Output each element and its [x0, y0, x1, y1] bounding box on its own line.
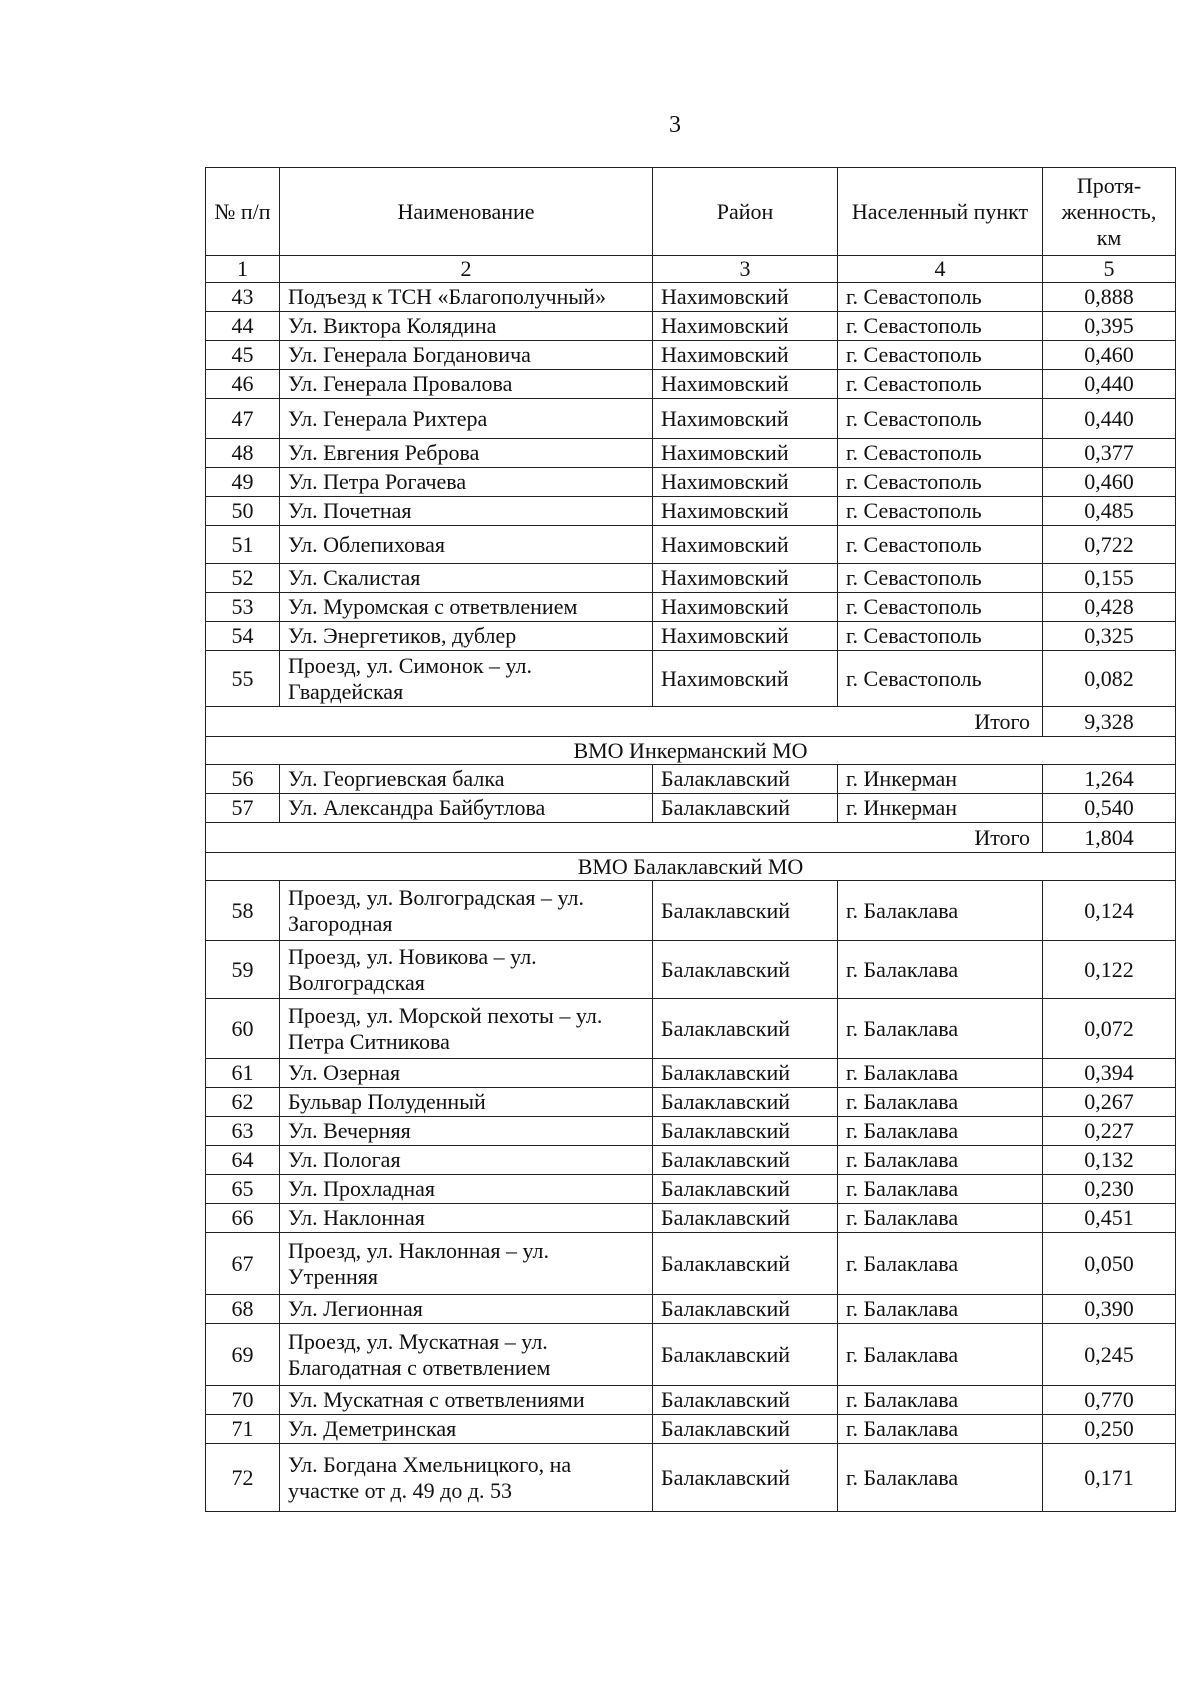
- row-locality: г. Балаклава: [838, 999, 1043, 1059]
- row-name: Ул. Пологая: [280, 1146, 653, 1175]
- row-name: Ул. Богдана Хмельницкого, на участке от д. 49 до д. 53: [280, 1444, 653, 1512]
- row-name: Ул. Энергетиков, дублер: [280, 622, 653, 651]
- row-length: 0,888: [1043, 283, 1176, 312]
- table-row: [206, 497, 1176, 526]
- total-row: [206, 707, 1176, 737]
- table-row: [206, 1233, 1176, 1295]
- row-district: Балаклавский: [653, 1295, 838, 1324]
- row-district: Нахимовский: [653, 370, 838, 399]
- row-locality: г. Балаклава: [838, 1233, 1043, 1295]
- row-length: 0,267: [1043, 1088, 1176, 1117]
- row-district: Балаклавский: [653, 1175, 838, 1204]
- row-number: 50: [206, 497, 280, 526]
- table-row: [206, 881, 1176, 941]
- table-row: [206, 1059, 1176, 1088]
- row-number: 71: [206, 1415, 280, 1444]
- row-length: 0,540: [1043, 794, 1176, 823]
- table-row: [206, 1324, 1176, 1386]
- table-row: [206, 941, 1176, 999]
- row-name: Ул. Генерала Рихтера: [280, 399, 653, 439]
- row-length: 0,390: [1043, 1295, 1176, 1324]
- table-row: [206, 439, 1176, 468]
- row-length: 0,171: [1043, 1444, 1176, 1512]
- row-district: Балаклавский: [653, 1233, 838, 1295]
- row-length: 0,377: [1043, 439, 1176, 468]
- row-district: Нахимовский: [653, 399, 838, 439]
- row-number: 45: [206, 341, 280, 370]
- row-name: Ул. Петра Рогачева: [280, 468, 653, 497]
- row-district: Балаклавский: [653, 1444, 838, 1512]
- table-row: [206, 341, 1176, 370]
- table-row: [206, 1295, 1176, 1324]
- table-row: [206, 1146, 1176, 1175]
- row-name: Ул. Мускатная с ответвлениями: [280, 1386, 653, 1415]
- row-number: 63: [206, 1117, 280, 1146]
- row-locality: г. Севастополь: [838, 399, 1043, 439]
- row-length: 1,264: [1043, 765, 1176, 794]
- row-locality: г. Балаклава: [838, 1204, 1043, 1233]
- row-length: 0,072: [1043, 999, 1176, 1059]
- table-row: [206, 1175, 1176, 1204]
- row-locality: г. Балаклава: [838, 1444, 1043, 1512]
- row-number: 46: [206, 370, 280, 399]
- section-row: [206, 737, 1176, 765]
- row-name: Проезд, ул. Новикова – ул. Волгоградская: [280, 941, 653, 999]
- row-name: Подъезд к ТСН «Благополучный»: [280, 283, 653, 312]
- row-locality: г. Балаклава: [838, 1386, 1043, 1415]
- row-length: 0,440: [1043, 370, 1176, 399]
- row-number: 68: [206, 1295, 280, 1324]
- row-locality: г. Инкерман: [838, 765, 1043, 794]
- row-district: Балаклавский: [653, 1059, 838, 1088]
- row-locality: г. Севастополь: [838, 439, 1043, 468]
- row-number: 56: [206, 765, 280, 794]
- table-row: [206, 312, 1176, 341]
- row-length: 0,082: [1043, 651, 1176, 707]
- roads-table: [205, 167, 1176, 1512]
- row-length: 0,722: [1043, 526, 1176, 564]
- row-locality: г. Балаклава: [838, 1415, 1043, 1444]
- row-number: 53: [206, 593, 280, 622]
- row-locality: г. Севастополь: [838, 593, 1043, 622]
- row-number: 57: [206, 794, 280, 823]
- column-index: 2: [280, 256, 653, 283]
- total-value: 9,328: [1043, 707, 1176, 737]
- section-title: ВМО Балаклавский МО: [206, 853, 1176, 881]
- row-number: 62: [206, 1088, 280, 1117]
- row-district: Балаклавский: [653, 1386, 838, 1415]
- row-name: Ул. Озерная: [280, 1059, 653, 1088]
- row-locality: г. Балаклава: [838, 1146, 1043, 1175]
- row-number: 66: [206, 1204, 280, 1233]
- row-number: 67: [206, 1233, 280, 1295]
- row-number: 43: [206, 283, 280, 312]
- row-number: 52: [206, 564, 280, 593]
- row-locality: г. Балаклава: [838, 881, 1043, 941]
- row-locality: г. Севастополь: [838, 564, 1043, 593]
- row-locality: г. Балаклава: [838, 1295, 1043, 1324]
- row-number: 54: [206, 622, 280, 651]
- row-district: Нахимовский: [653, 283, 838, 312]
- row-length: 0,428: [1043, 593, 1176, 622]
- table-row: [206, 370, 1176, 399]
- total-label: Итого: [206, 823, 1043, 853]
- row-locality: г. Балаклава: [838, 1324, 1043, 1386]
- row-locality: г. Балаклава: [838, 1175, 1043, 1204]
- row-length: 0,460: [1043, 468, 1176, 497]
- row-number: 47: [206, 399, 280, 439]
- row-number: 55: [206, 651, 280, 707]
- row-district: Балаклавский: [653, 1117, 838, 1146]
- row-district: Балаклавский: [653, 1204, 838, 1233]
- table-row: [206, 651, 1176, 707]
- row-name: Ул. Легионная: [280, 1295, 653, 1324]
- row-length: 0,245: [1043, 1324, 1176, 1386]
- table-row: [206, 1088, 1176, 1117]
- row-name: Ул. Евгения Реброва: [280, 439, 653, 468]
- row-name: Проезд, ул. Волгоградская – ул. Загородная: [280, 881, 653, 941]
- row-district: Нахимовский: [653, 651, 838, 707]
- row-number: 65: [206, 1175, 280, 1204]
- row-locality: г. Севастополь: [838, 622, 1043, 651]
- row-number: 72: [206, 1444, 280, 1512]
- row-length: 0,460: [1043, 341, 1176, 370]
- row-length: 0,394: [1043, 1059, 1176, 1088]
- row-number: 51: [206, 526, 280, 564]
- row-number: 49: [206, 468, 280, 497]
- table-row: [206, 1117, 1176, 1146]
- row-length: 0,250: [1043, 1415, 1176, 1444]
- row-locality: г. Севастополь: [838, 526, 1043, 564]
- row-name: Ул. Александра Байбутлова: [280, 794, 653, 823]
- row-length: 0,230: [1043, 1175, 1176, 1204]
- row-length: 0,325: [1043, 622, 1176, 651]
- row-name: Ул. Скалистая: [280, 564, 653, 593]
- row-number: 64: [206, 1146, 280, 1175]
- row-district: Балаклавский: [653, 881, 838, 941]
- row-district: Нахимовский: [653, 526, 838, 564]
- row-district: Балаклавский: [653, 1146, 838, 1175]
- row-number: 59: [206, 941, 280, 999]
- row-name: Ул. Вечерняя: [280, 1117, 653, 1146]
- header-row: [206, 168, 1176, 256]
- row-district: Балаклавский: [653, 941, 838, 999]
- row-locality: г. Севастополь: [838, 651, 1043, 707]
- row-name: Бульвар Полуденный: [280, 1088, 653, 1117]
- section-title: ВМО Инкерманский МО: [206, 737, 1176, 765]
- row-length: 0,155: [1043, 564, 1176, 593]
- row-name: Ул. Георгиевская балка: [280, 765, 653, 794]
- row-name: Ул. Облепиховая: [280, 526, 653, 564]
- row-district: Балаклавский: [653, 794, 838, 823]
- table-row: [206, 526, 1176, 564]
- column-index: 4: [838, 256, 1043, 283]
- table-body: [206, 283, 1176, 1512]
- row-locality: г. Балаклава: [838, 1117, 1043, 1146]
- row-district: Нахимовский: [653, 439, 838, 468]
- row-name: Проезд, ул. Наклонная – ул. Утренняя: [280, 1233, 653, 1295]
- row-name: Ул. Генерала Провалова: [280, 370, 653, 399]
- table-row: [206, 1386, 1176, 1415]
- page-number: 3: [669, 112, 681, 138]
- table-row: [206, 794, 1176, 823]
- row-locality: г. Балаклава: [838, 1088, 1043, 1117]
- row-name: Ул. Виктора Колядина: [280, 312, 653, 341]
- header-name: Наименование: [280, 168, 653, 256]
- row-name: Ул. Наклонная: [280, 1204, 653, 1233]
- row-number: 70: [206, 1386, 280, 1415]
- table-row: [206, 399, 1176, 439]
- row-number: 69: [206, 1324, 280, 1386]
- row-district: Балаклавский: [653, 765, 838, 794]
- row-name: Проезд, ул. Морской пехоты – ул. Петра Ситникова: [280, 999, 653, 1059]
- row-locality: г. Севастополь: [838, 312, 1043, 341]
- row-name: Ул. Почетная: [280, 497, 653, 526]
- row-district: Балаклавский: [653, 1415, 838, 1444]
- row-district: Нахимовский: [653, 564, 838, 593]
- row-length: 0,440: [1043, 399, 1176, 439]
- column-index-row: [206, 256, 1176, 283]
- row-length: 0,395: [1043, 312, 1176, 341]
- row-name: Проезд, ул. Симонок – ул. Гвардейская: [280, 651, 653, 707]
- total-value: 1,804: [1043, 823, 1176, 853]
- table-row: [206, 622, 1176, 651]
- header-district: Район: [653, 168, 838, 256]
- row-number: 48: [206, 439, 280, 468]
- row-number: 58: [206, 881, 280, 941]
- row-district: Балаклавский: [653, 1088, 838, 1117]
- row-number: 44: [206, 312, 280, 341]
- header-locality: Населенный пункт: [838, 168, 1043, 256]
- table-row: [206, 468, 1176, 497]
- column-index: 5: [1043, 256, 1176, 283]
- row-locality: г. Севастополь: [838, 370, 1043, 399]
- header-length: Протя-женность, км: [1043, 168, 1176, 256]
- row-locality: г. Севастополь: [838, 468, 1043, 497]
- total-label: Итого: [206, 707, 1043, 737]
- table-row: [206, 283, 1176, 312]
- row-district: Нахимовский: [653, 593, 838, 622]
- row-district: Нахимовский: [653, 312, 838, 341]
- row-name: Ул. Муромская с ответвлением: [280, 593, 653, 622]
- table-row: [206, 1444, 1176, 1512]
- row-district: Нахимовский: [653, 622, 838, 651]
- row-name: Ул. Генерала Богдановича: [280, 341, 653, 370]
- row-length: 0,485: [1043, 497, 1176, 526]
- total-row: [206, 823, 1176, 853]
- table-row: [206, 1415, 1176, 1444]
- row-locality: г. Севастополь: [838, 497, 1043, 526]
- row-number: 61: [206, 1059, 280, 1088]
- row-length: 0,122: [1043, 941, 1176, 999]
- table-row: [206, 765, 1176, 794]
- row-length: 0,227: [1043, 1117, 1176, 1146]
- section-row: [206, 853, 1176, 881]
- row-length: 0,050: [1043, 1233, 1176, 1295]
- row-length: 0,770: [1043, 1386, 1176, 1415]
- header-num: № п/п: [206, 168, 280, 256]
- row-length: 0,132: [1043, 1146, 1176, 1175]
- row-name: Ул. Прохладная: [280, 1175, 653, 1204]
- row-number: 60: [206, 999, 280, 1059]
- table-row: [206, 564, 1176, 593]
- column-index: 1: [206, 256, 280, 283]
- column-index: 3: [653, 256, 838, 283]
- row-district: Нахимовский: [653, 468, 838, 497]
- table-row: [206, 593, 1176, 622]
- row-locality: г. Инкерман: [838, 794, 1043, 823]
- row-name: Проезд, ул. Мускатная – ул. Благодатная с ответвлением: [280, 1324, 653, 1386]
- row-district: Балаклавский: [653, 1324, 838, 1386]
- row-name: Ул. Деметринская: [280, 1415, 653, 1444]
- table-row: [206, 1204, 1176, 1233]
- row-length: 0,451: [1043, 1204, 1176, 1233]
- row-district: Нахимовский: [653, 497, 838, 526]
- row-district: Балаклавский: [653, 999, 838, 1059]
- row-locality: г. Севастополь: [838, 283, 1043, 312]
- row-locality: г. Балаклава: [838, 1059, 1043, 1088]
- table-row: [206, 999, 1176, 1059]
- row-district: Нахимовский: [653, 341, 838, 370]
- row-length: 0,124: [1043, 881, 1176, 941]
- row-locality: г. Балаклава: [838, 941, 1043, 999]
- row-locality: г. Севастополь: [838, 341, 1043, 370]
